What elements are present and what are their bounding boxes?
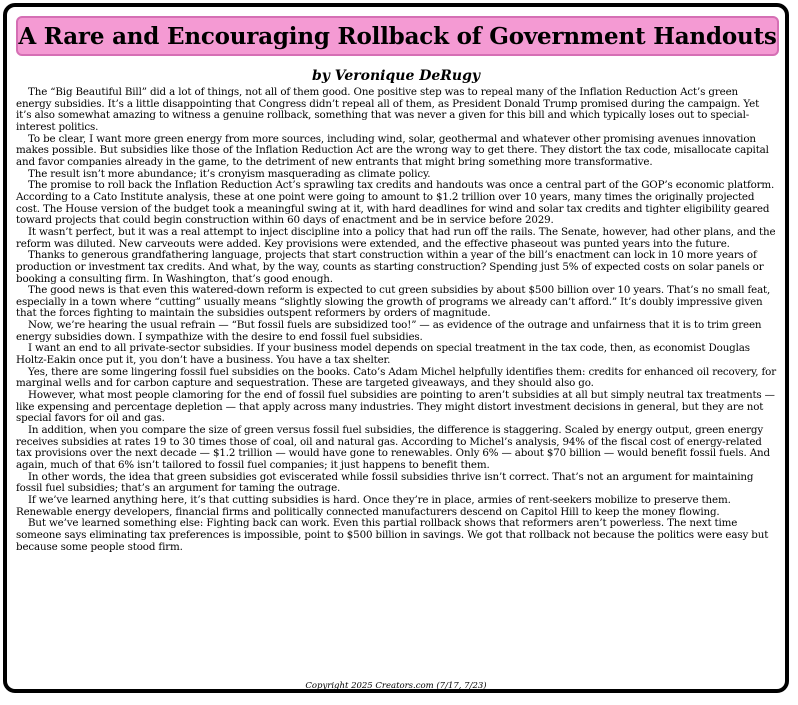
article-frame [3,3,789,693]
paragraph: In addition, when you compare the size of green versus fossil fuel subsidies, the difference is staggering. Scaled by energy output, green energy receives subsidies at rates 19 to 30 times those of coal, oil and natural gas. According to Michel’s analysis, 94% of the fiscal cost of energy-related tax provisions over the next decade — $1.2 trillion — would have gone to renewables. Only 6% — about $70 billion — would benefit fossil fuels. And again, much of that 6% isn’t tailored to fossil fuel companies; it just happens to benefit them. [16,424,770,471]
paragraph: If we’ve learned anything here, it’s that cutting subsidies is hard. Once they’re in place, armies of rent-seekers mobilize to preserve them. Renewable energy developers, financial firms and politically connected manufacturers descend on Capitol Hill to keep the money flowing. [16,493,731,518]
paragraph: The “Big Beautiful Bill” did a lot of things, not all of them good. One positive step was to repeal many of the Inflation Reduction Act’s green energy subsidies. It’s a little disappointing that Congress didn’t repeal all of them, as President Donald Trump promised during the campaign. Yet it’s also somewhat amazing to witness a genuine rollback, something that was never a given for this bill and which typically loses out to special-interest politics. [16,86,760,133]
headline: A Rare and Encouraging Rollback of Government Handouts [18,22,777,50]
paragraph: The result isn’t more abundance; it’s cronyism masquerading as climate policy. [28,167,431,180]
byline: by Veronique DeRugy [311,68,481,84]
paragraph: The promise to roll back the Inflation Reduction Act’s sprawling tax credits and handouts was once a central part of the GOP’s economic platform. According to a Cato Institute analysis, these at one point were going to amount to $1.2 trillion over 10 years, many times the originally projected cost. The House version of the budget took a meaningful swing at it, with hard deadlines for wind and solar tax credits and tighter eligibility geared toward projects that could begin construction within 60 days of enactment and be in service before 2029. [16,179,775,227]
paragraph: To be clear, I want more green energy from more sources, including wind, solar, geothermal and whatever other promising avenues innovation makes possible. But subsidies like those of the Inflation Reduction Act are the wrong way to get there. They distort the tax code, misallocate capital and favor companies already in the game, to the detriment of new entrants that might bring something more transformative. [16,132,769,168]
paragraph: In other words, the idea that green subsidies got eviscerated while fossil subsidies thrive isn’t correct. That’s not an argument for maintaining fossil fuel subsidies; that’s an argument for taming the outrage. [16,470,754,495]
paragraph: The good news is that even this watered-down reform is expected to cut green subsidies by about $500 billion over 10 years. That’s no small feat, especially in a town where “cutting” usually means “slightly slowing the growth of programs we already can’t afford.” It’s doubly impressive given that the forces fighting to maintain the subsidies outspent reformers by orders of magnitude. [16,284,771,320]
paragraph: I want an end to all private-sector subsidies. If your business model depends on special treatment in the tax code, then, as economist Douglas Holtz-Eakin once put it, you don’t have a business. You have a tax shelter. [16,342,750,367]
copyright-line: Copyright 2025 Creators.com (7/17, 7/23) [305,681,487,691]
paragraph: Yes, there are some lingering fossil fuel subsidies on the books. Cato’s Adam Michel helpfully identifies them: credits for enhanced oil recovery, for marginal wells and for carbon capture and sequestration. These are targeted giveaways, and they should also go. [16,365,776,390]
paragraph: Now, we’re hearing the usual refrain — “But fossil fuels are subsidized too!” — as evidence of the outrage and unfairness that it is to trim green energy subsidies down. I sympathize with the desire to end fossil fuel subsidies. [16,319,762,343]
paragraph: It wasn’t perfect, but it was a real attempt to inject discipline into a policy that had run off the rails. The Senate, however, had other plans, and the reform was diluted. New carveouts were added. Key provisions were extended, and the effective phaseout was punted years into the future. [16,225,776,250]
headline-banner [16,16,779,56]
paragraph: However, what most people clamoring for the end of fossil fuel subsidies are pointing to aren’t subsidies at all but simply neutral tax treatments — like expensing and percentage depletion — that apply across many industries. They might distort investment decisions in general, but they are not special favors for oil and gas. [16,389,775,425]
article-body [16,87,776,553]
paragraph: But we’ve learned something else: Fighting back can work. Even this partial rollback shows that reformers aren’t powerless. The next time someone says eliminating tax preferences is impossible, point to $500 billion in savings. We got that rollback not because the politics were easy but because some people stood firm. [16,517,769,553]
paragraph: Thanks to generous grandfathering language, projects that start construction within a year of the bill’s enactment can lock in 10 more years of production or investment tax credits. And what, by the way, counts as starting construction? Spending just 5% of expected costs on solar panels or booking a consulting firm. In Washington, that’s good enough. [16,249,764,285]
